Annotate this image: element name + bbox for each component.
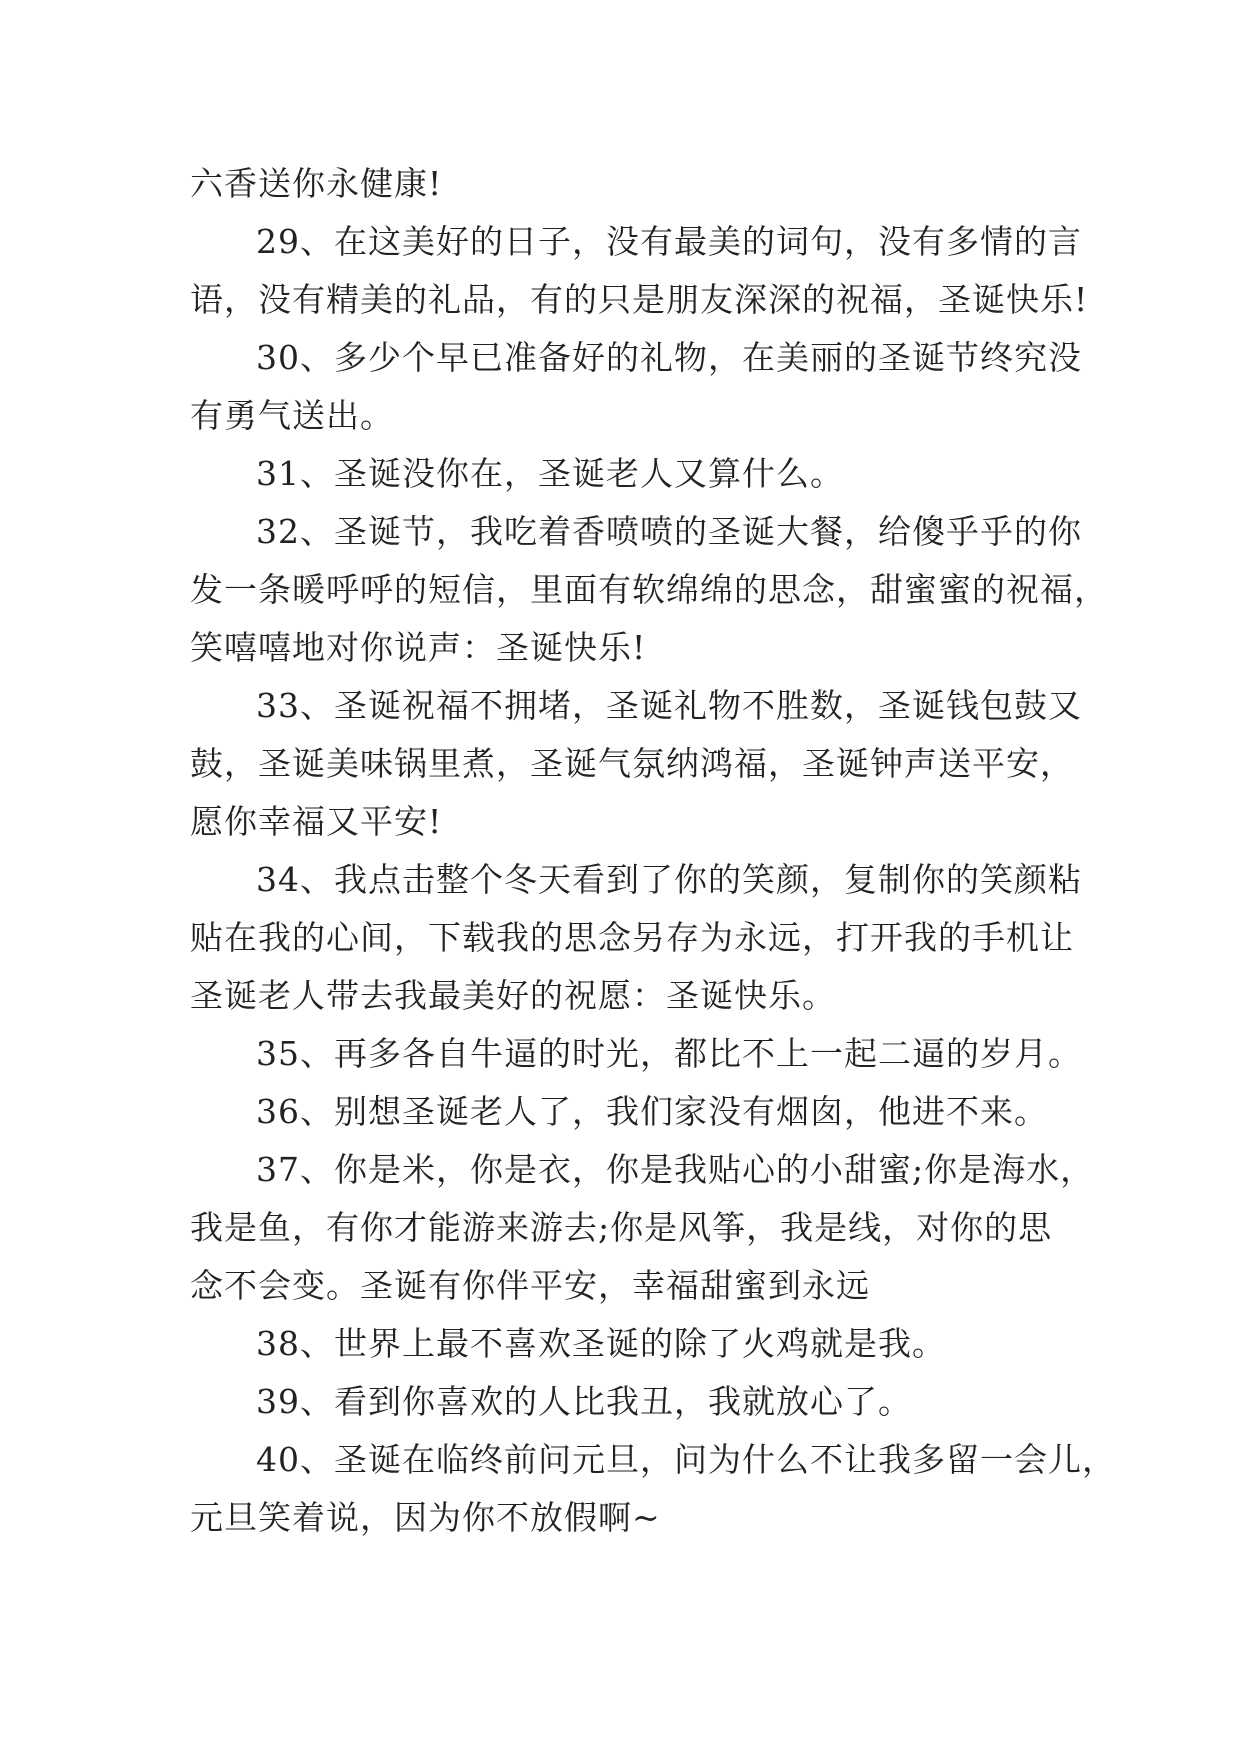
text-line: 38、世界上最不喜欢圣诞的除了火鸡就是我。 bbox=[256, 1324, 946, 1363]
text-line: 笑嘻嘻地对你说声：圣诞快乐! bbox=[190, 628, 647, 667]
text-line: 30、多少个早已准备好的礼物，在美丽的圣诞节终究没 bbox=[256, 338, 1082, 377]
text-line: 六香送你永健康! bbox=[190, 164, 443, 203]
text-line: 圣诞老人带去我最美好的祝愿：圣诞快乐。 bbox=[190, 976, 836, 1015]
text-line: 33、圣诞祝福不拥堵，圣诞礼物不胜数，圣诞钱包鼓又 bbox=[256, 686, 1082, 725]
text-line: 35、再多各自牛逼的时光，都比不上一起二逼的岁月。 bbox=[256, 1034, 1082, 1073]
text-line: 贴在我的心间，下载我的思念另存为永远，打开我的手机让 bbox=[190, 918, 1074, 957]
document-body bbox=[190, 155, 1116, 1547]
text-line: 元旦笑着说，因为你不放假啊~ bbox=[190, 1498, 661, 1537]
text-line: 有勇气送出。 bbox=[190, 396, 394, 435]
text-line: 39、看到你喜欢的人比我丑，我就放心了。 bbox=[256, 1382, 912, 1421]
text-line: 34、我点击整个冬天看到了你的笑颜，复制你的笑颜粘 bbox=[256, 860, 1082, 899]
text-line: 37、你是米，你是衣，你是我贴心的小甜蜜;你是海水， bbox=[256, 1150, 1095, 1189]
text-line: 36、别想圣诞老人了，我们家没有烟囱，他进不来。 bbox=[256, 1092, 1048, 1131]
text-line: 我是鱼，有你才能游来游去;你是风筝，我是线，对你的思 bbox=[190, 1208, 1053, 1247]
text-line: 40、圣诞在临终前问元旦，问为什么不让我多留一会儿， bbox=[256, 1440, 1116, 1479]
text-line: 29、在这美好的日子，没有最美的词句，没有多情的言 bbox=[256, 222, 1082, 261]
text-line: 鼓，圣诞美味锅里煮，圣诞气氛纳鸿福，圣诞钟声送平安， bbox=[190, 744, 1074, 783]
text-line: 念不会变。圣诞有你伴平安，幸福甜蜜到永远 bbox=[190, 1266, 870, 1305]
text-line: 语，没有精美的礼品，有的只是朋友深深的祝福，圣诞快乐! bbox=[190, 280, 1089, 319]
text-line: 发一条暖呼呼的短信，里面有软绵绵的思念，甜蜜蜜的祝福， bbox=[190, 570, 1108, 609]
text-line: 31、圣诞没你在，圣诞老人又算什么。 bbox=[256, 454, 844, 493]
text-line: 32、圣诞节，我吃着香喷喷的圣诞大餐，给傻乎乎的你 bbox=[256, 512, 1082, 551]
text-line: 愿你幸福又平安! bbox=[190, 802, 443, 841]
